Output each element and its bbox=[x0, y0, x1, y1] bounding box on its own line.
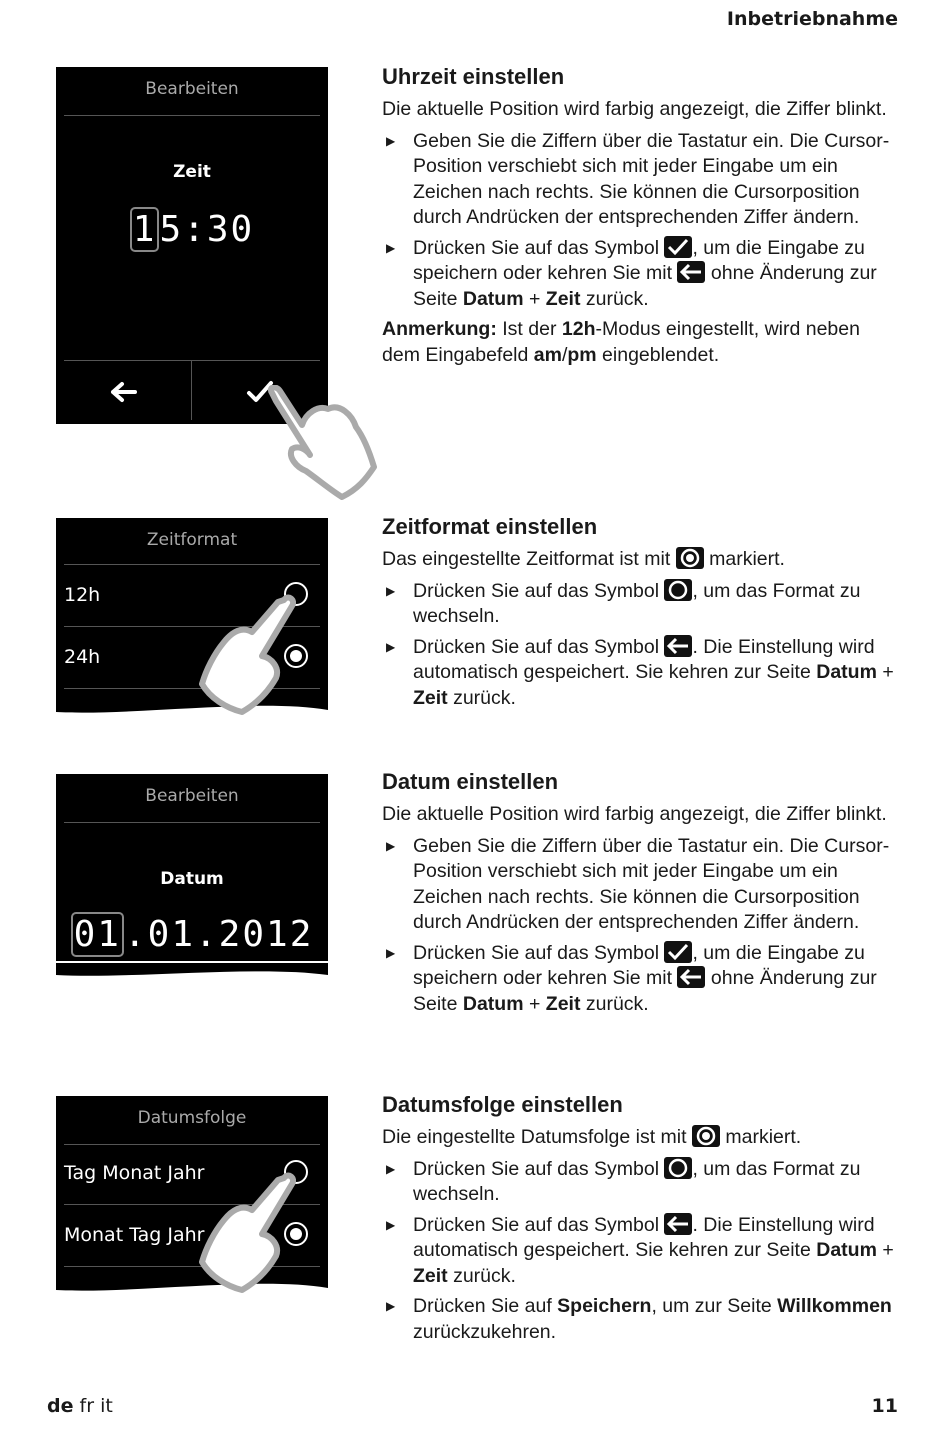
section-intro bbox=[382, 547, 902, 573]
text-run: Drücken Sie auf das Symbol bbox=[413, 236, 660, 259]
bold-term: 12h bbox=[561, 318, 596, 340]
instruction-item bbox=[382, 1157, 902, 1208]
text-run: zurück. bbox=[580, 992, 649, 1015]
screen-title: Bearbeiten bbox=[145, 79, 239, 99]
section-intro: Die aktuelle Position wird farbig angezeigt, die Ziffer blinkt. bbox=[382, 803, 887, 825]
bold-term: Datum bbox=[462, 992, 524, 1015]
bold-term: Datum bbox=[816, 661, 877, 683]
divider bbox=[64, 1144, 320, 1145]
section-intro: Die aktuelle Position wird farbig angezeigt, die Ziffer blinkt. bbox=[382, 98, 887, 120]
text-run: + bbox=[523, 992, 546, 1015]
option-month-day-year[interactable]: Monat Tag Jahr bbox=[64, 1224, 205, 1246]
section-header: Inbetriebnahme bbox=[726, 8, 898, 30]
bold-term: Willkommen bbox=[777, 1295, 892, 1317]
text-run: , um die Eingabe zu speichern oder kehren Sie mit bbox=[413, 941, 865, 989]
instruction-item bbox=[382, 236, 902, 313]
text-run: Drücken Sie auf bbox=[413, 1295, 558, 1317]
language-active: de bbox=[47, 1395, 74, 1417]
bold-term: pm bbox=[567, 343, 597, 366]
instruction-item bbox=[382, 579, 902, 630]
cursor-digit[interactable]: 1 bbox=[130, 207, 160, 252]
cursor-digits[interactable]: 01 bbox=[71, 912, 124, 957]
dateorder-section bbox=[382, 1092, 902, 1350]
divider bbox=[64, 115, 320, 116]
text-run: , um das Format zu wechseln. bbox=[413, 579, 861, 627]
section-heading: Datumsfolge einstellen bbox=[382, 1092, 623, 1117]
instruction-item bbox=[382, 635, 902, 712]
time-edit-screen bbox=[56, 67, 328, 424]
bold-term: Zeit bbox=[545, 992, 581, 1015]
bold-term: Zeit bbox=[545, 287, 581, 310]
instruction-item: ▶ Geben Sie die Ziffern über die Tastatur ein. Die Cursor-Position verschiebt sich mit jeder Eingabe um ein Zeichen nach rechts. Sie können die Cursorposition durch Andrücken der entsprechenden Ziffer ändern. bbox=[382, 834, 902, 936]
date-value[interactable] bbox=[56, 912, 328, 957]
radio-unselected-icon bbox=[664, 579, 692, 601]
instruction-list bbox=[382, 1157, 902, 1346]
page-number: 11 bbox=[871, 1395, 898, 1417]
option-day-month-year[interactable]: Tag Monat Jahr bbox=[64, 1162, 205, 1184]
divider bbox=[64, 822, 320, 823]
divider bbox=[64, 564, 320, 565]
screen-title: Zeitformat bbox=[146, 530, 238, 550]
text-run: , um das Format zu wechseln. bbox=[413, 1157, 861, 1205]
screen-cutoff-wave bbox=[56, 960, 328, 980]
text-run: zurück. bbox=[447, 686, 516, 709]
text-run: / bbox=[561, 343, 568, 366]
text-run: Drücken Sie auf das Symbol bbox=[413, 1157, 660, 1180]
instruction-item bbox=[382, 1294, 902, 1345]
back-arrow-icon bbox=[664, 1213, 692, 1235]
text-run: zurück. bbox=[447, 1264, 516, 1287]
time-rest-digits: 5:30 bbox=[159, 209, 255, 250]
radio-selected-icon bbox=[676, 547, 704, 569]
section-heading: Uhrzeit einstellen bbox=[382, 64, 565, 89]
back-arrow-icon bbox=[677, 966, 705, 988]
back-arrow-icon bbox=[110, 381, 138, 403]
language-others: fr it bbox=[79, 1395, 113, 1417]
checkmark-icon bbox=[664, 941, 692, 963]
bold-term: Datum bbox=[816, 1239, 877, 1261]
text-run: + bbox=[523, 287, 546, 310]
section-intro bbox=[382, 1125, 902, 1151]
pointing-hand-icon bbox=[196, 1170, 296, 1294]
text-run: . Die Einstellung wird automatisch gespeichert. Sie kehren zur Seite bbox=[413, 1213, 875, 1261]
instruction-list bbox=[382, 834, 902, 1018]
text-run: Drücken Sie auf das Symbol bbox=[413, 1213, 660, 1236]
text-run: markiert. bbox=[709, 548, 785, 570]
note-label: Anmerkung: bbox=[382, 318, 497, 340]
text-run: -Modus eingestellt, wird neben dem Eingabefeld bbox=[382, 318, 860, 366]
note bbox=[382, 317, 902, 368]
text-run: + bbox=[876, 661, 894, 683]
text-run: markiert. bbox=[725, 1126, 802, 1148]
bold-term: Zeit bbox=[413, 1264, 448, 1287]
section-heading: Zeitformat einstellen bbox=[382, 514, 598, 539]
section-heading: Datum einstellen bbox=[382, 769, 559, 794]
pointing-hand-icon bbox=[262, 385, 382, 503]
text-run: ohne Änderung zur Seite bbox=[413, 262, 877, 310]
checkmark-icon bbox=[664, 236, 692, 258]
option-24h[interactable]: 24h bbox=[64, 646, 101, 668]
text-run: , um die Eingabe zu speichern oder kehren Sie mit bbox=[413, 236, 865, 284]
radio-unselected-icon bbox=[664, 1157, 692, 1179]
back-arrow-icon bbox=[677, 261, 705, 283]
text-run: Ist der bbox=[496, 318, 562, 340]
instruction-list bbox=[382, 579, 902, 712]
date-edit-screen bbox=[56, 774, 328, 961]
instruction-item bbox=[382, 1213, 902, 1290]
instruction-item: ▶ Geben Sie die Ziffern über die Tastatur ein. Die Cursor-Position verschiebt sich mit jeder Eingabe um ein Zeichen nach rechts. Sie können die Cursorposition durch Andrücken der entsprechenden Ziffer ändern. bbox=[382, 129, 902, 231]
back-button[interactable] bbox=[56, 360, 192, 424]
instruction-list bbox=[382, 129, 902, 313]
bold-term: Datum bbox=[462, 287, 524, 310]
back-arrow-icon bbox=[664, 635, 692, 657]
text-run: zurückzukehren. bbox=[413, 1320, 557, 1343]
text-run: , um zur Seite bbox=[651, 1295, 778, 1317]
bold-term: am bbox=[533, 343, 562, 366]
date-label: Datum bbox=[160, 869, 224, 889]
text-run: . Die Einstellung wird automatisch gespeichert. Sie kehren zur Seite bbox=[413, 635, 875, 683]
text-run: Drücken Sie auf das Symbol bbox=[413, 941, 660, 964]
text-run: ohne Änderung zur Seite bbox=[413, 967, 877, 1015]
text-run: Die eingestellte Datumsfolge ist mit bbox=[382, 1126, 687, 1148]
instruction-item bbox=[382, 941, 902, 1018]
option-12h[interactable]: 12h bbox=[64, 584, 101, 606]
text-run: Drücken Sie auf das Symbol bbox=[413, 579, 660, 602]
date-section bbox=[382, 769, 902, 1022]
bold-term: Speichern bbox=[557, 1295, 652, 1317]
pointing-hand-icon bbox=[196, 592, 296, 716]
bold-term: Zeit bbox=[413, 686, 448, 709]
timeformat-section bbox=[382, 514, 902, 716]
time-label: Zeit bbox=[173, 162, 211, 182]
text-run: + bbox=[876, 1239, 894, 1261]
screen-title: Bearbeiten bbox=[145, 786, 239, 806]
screen-title: Datumsfolge bbox=[137, 1108, 247, 1128]
time-value[interactable] bbox=[56, 207, 328, 252]
date-rest-digits: .01.2012 bbox=[123, 914, 314, 955]
time-section bbox=[382, 64, 902, 374]
text-run: Drücken Sie auf das Symbol bbox=[413, 635, 660, 658]
text-run: Das eingestellte Zeitformat ist mit bbox=[382, 548, 671, 570]
text-run: zurück. bbox=[580, 287, 649, 310]
text-run: eingeblendet. bbox=[596, 343, 720, 366]
radio-selected-icon bbox=[692, 1125, 720, 1147]
language-selector bbox=[47, 1395, 113, 1417]
